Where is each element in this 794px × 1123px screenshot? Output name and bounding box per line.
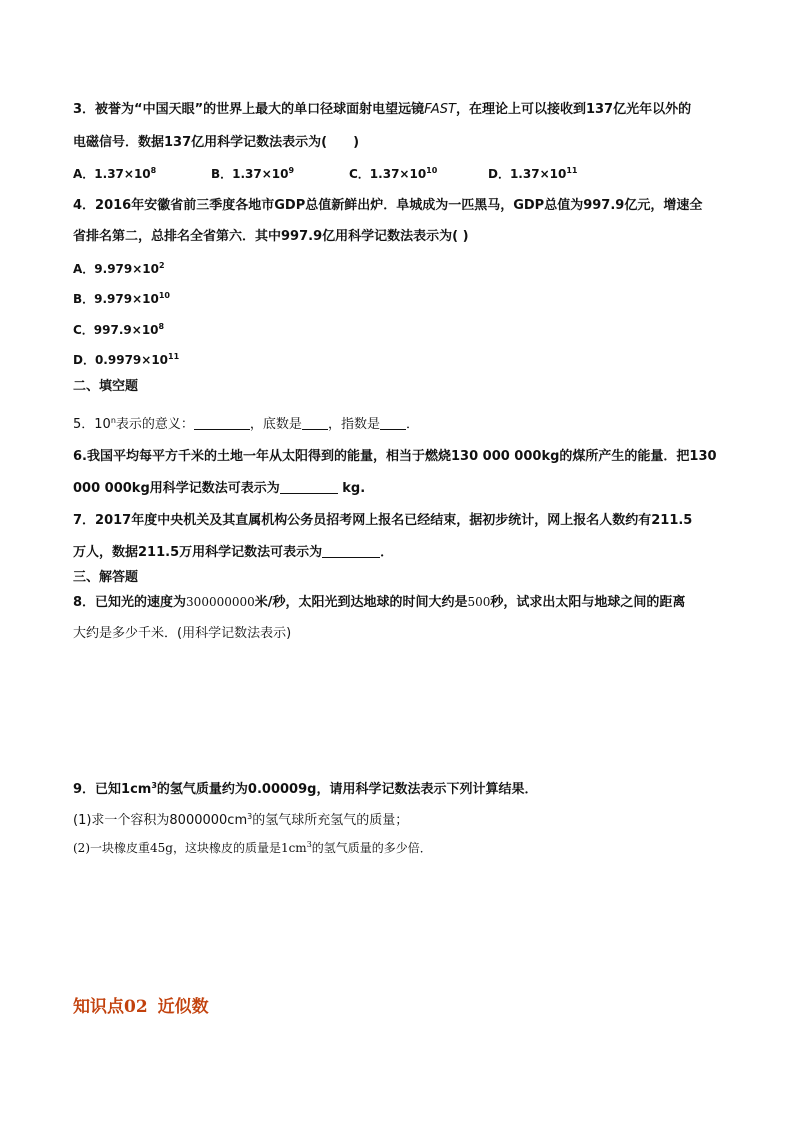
q3-option-b bbox=[211, 166, 294, 182]
q8-text-a: 8．已知光的速度为 bbox=[73, 595, 187, 610]
q6-blank[interactable] bbox=[280, 481, 338, 494]
q9-exp: 3 bbox=[151, 781, 157, 790]
q8-speed-value: 300000000 bbox=[186, 595, 255, 609]
q4-line1: 4．2016年安徽省前三季度各地市GDP总值新鲜出炉．阜城成为一匹黑马，GDP总值为997.9亿元，增速全 bbox=[73, 198, 703, 213]
q5-text-b: ，底数是 bbox=[249, 417, 302, 432]
q8-line2: 大约是多少千米．(用科学记数法表示) bbox=[73, 626, 292, 641]
q5-blank-2[interactable] bbox=[302, 417, 328, 430]
q3-option-c-text: C．1.37×10 bbox=[349, 167, 427, 181]
q4-option-d-exp: 11 bbox=[168, 352, 180, 361]
q3-option-c-exp: 10 bbox=[426, 166, 438, 175]
q3-line2: 电磁信号．数据137亿用科学记数法表示为( ) bbox=[73, 135, 360, 150]
q3-line1 bbox=[73, 102, 691, 118]
q8-time-value: 500 bbox=[467, 595, 491, 609]
q5-blank-1[interactable] bbox=[194, 417, 250, 430]
q4-option-b bbox=[73, 291, 170, 307]
q4-option-c bbox=[73, 322, 164, 338]
q4-option-d-text: D．0.9979×10 bbox=[73, 353, 169, 367]
q4-option-a-exp: 2 bbox=[159, 261, 165, 270]
q9-sub1-exp: 3 bbox=[247, 812, 253, 821]
q9-sub1 bbox=[73, 813, 408, 829]
section-answer: 三、解答题 bbox=[73, 570, 139, 585]
q9-sub2-exp: 3 bbox=[306, 840, 312, 849]
q3-option-a bbox=[73, 166, 156, 182]
q5-base: 5．10 bbox=[73, 417, 111, 432]
q7-blank[interactable] bbox=[322, 545, 380, 558]
q8-text-c: 秒，试求出太阳与地球之间的距离 bbox=[490, 595, 686, 610]
q9-text-a: 9．已知1cm bbox=[73, 782, 152, 797]
q9-text-b: 的氢气质量约为0.00009g，请用科学记数法表示下列计算结果． bbox=[156, 782, 538, 797]
q5-text-a: 表示的意义： bbox=[115, 417, 194, 432]
q3-text-b: ，在理论上可以接收到137亿光年以外的 bbox=[455, 102, 692, 117]
knowledge-point-title: 近似数 bbox=[157, 997, 209, 1017]
q5-line bbox=[73, 417, 419, 433]
q4-option-c-text: C．997.9×10 bbox=[73, 323, 159, 337]
q4-line2: 省排名第二，总排名全省第六．其中997.9亿用科学记数法表示为( ) bbox=[73, 229, 469, 244]
q3-text-a: 3．被誉为“中国天眼”的世界上最大的单口径球面射电望远镜 bbox=[73, 102, 425, 117]
q7-text-a: 万人，数据211.5万用科学记数法可表示为 bbox=[73, 545, 323, 560]
q3-option-c bbox=[349, 166, 437, 182]
q3-option-b-text: B．1.37×10 bbox=[211, 167, 289, 181]
q8-text-b: 米/秒，太阳光到达地球的时间大约是 bbox=[254, 595, 468, 610]
section-fill-in: 二、填空题 bbox=[73, 379, 139, 394]
q9-line1 bbox=[73, 782, 537, 798]
q6-line2 bbox=[73, 481, 365, 497]
q4-option-c-exp: 8 bbox=[158, 322, 165, 331]
q5-text-c: ，指数是 bbox=[327, 417, 380, 432]
q3-option-d bbox=[488, 166, 577, 182]
q3-option-b-exp: 9 bbox=[288, 166, 295, 175]
knowledge-point-label: 知识点02 bbox=[73, 997, 148, 1017]
q7-line1: 7．2017年度中央机关及其直属机构公务员招考网上报名已经结束，据初步统计，网上报名人数约有211.5 bbox=[73, 513, 693, 528]
q4-option-a bbox=[73, 261, 165, 277]
q7-line2 bbox=[73, 545, 393, 561]
q9-sub1-text-a: (1)求一个容积为8000000cm bbox=[73, 813, 248, 828]
q9-sub2-text-a: (2)一块橡皮重45g，这块橡皮的质量是1cm bbox=[73, 841, 307, 855]
q4-option-d bbox=[73, 352, 179, 368]
q8-line1 bbox=[73, 594, 685, 611]
q3-option-a-exp: 8 bbox=[150, 166, 157, 175]
knowledge-point-heading bbox=[73, 992, 209, 1017]
q4-option-b-exp: 10 bbox=[158, 291, 170, 300]
q3-fast: FAST bbox=[424, 102, 456, 117]
q6-text-b: kg. bbox=[337, 481, 366, 496]
q5-text-d: ． bbox=[405, 417, 419, 432]
q5-exp: n bbox=[110, 416, 116, 425]
q4-option-a-text: A．9.979×10 bbox=[73, 262, 159, 276]
q9-sub2 bbox=[73, 840, 432, 856]
q4-option-b-text: B．9.979×10 bbox=[73, 292, 159, 306]
q9-sub2-text-b: 的氢气质量的多少倍． bbox=[311, 841, 432, 855]
q5-blank-3[interactable] bbox=[380, 417, 406, 430]
q6-text-a: 000 000kg用科学记数法可表示为 bbox=[73, 481, 280, 496]
q6-line1: 6.我国平均每平方千米的土地一年从太阳得到的能量，相当于燃烧130 000 000kg的煤所产生的能量．把130 bbox=[73, 449, 717, 464]
q9-sub1-text-b: 的氢气球所充氢气的质量； bbox=[252, 813, 409, 828]
q3-option-d-exp: 11 bbox=[566, 166, 578, 175]
q3-option-d-text: D．1.37×10 bbox=[488, 167, 567, 181]
q3-option-a-text: A．1.37×10 bbox=[73, 167, 151, 181]
q7-text-b: ． bbox=[380, 545, 394, 560]
